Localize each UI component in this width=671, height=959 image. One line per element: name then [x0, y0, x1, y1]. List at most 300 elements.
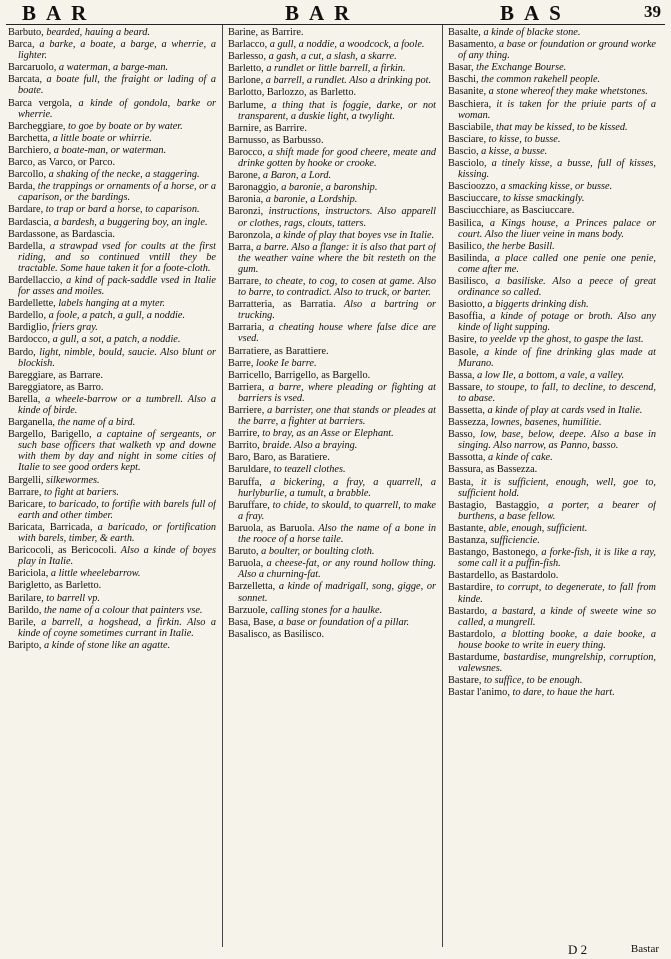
headword: Barchiero,: [8, 144, 52, 156]
dictionary-entry: [228, 75, 436, 86]
definition: a baricado, or fortification with barels, timber, & earth.: [18, 521, 216, 545]
dictionary-entry: [448, 122, 656, 133]
running-header: [0, 0, 671, 24]
headword: Bassetta,: [448, 405, 485, 416]
dictionary-entry: [228, 51, 436, 62]
definition: the name of a bird.: [55, 417, 136, 429]
dictionary-entry: [448, 452, 656, 463]
dictionary-entry: [8, 241, 216, 274]
dictionary-entry: [8, 169, 216, 180]
headword: Basoffia,: [448, 311, 486, 323]
headword: Bastar l'animo,: [448, 687, 510, 699]
definition: a kinde of play at cards vsed in Italie.: [484, 405, 643, 416]
definition: to fight at bariers.: [41, 486, 119, 498]
dictionary-entry: [448, 582, 656, 604]
dictionary-entry: [228, 182, 436, 193]
dictionary-entry: [228, 464, 436, 475]
dictionary-entry: [448, 523, 656, 534]
headword: Barchetta,: [8, 132, 51, 144]
definition: a kinde of cake.: [485, 452, 553, 464]
dictionary-entry: [8, 275, 216, 297]
headword: Bareggiatore, as Barro.: [8, 381, 104, 393]
dictionary-entry: [8, 568, 216, 579]
definition: to bray, as an Asse or Elephant.: [259, 428, 394, 440]
definition: a kinde of stone like an agatte.: [41, 639, 171, 651]
definition: a barre. Also a flange: it is also that part of the weather vaine where the bit resteth on the gum.: [238, 241, 436, 275]
headword: Bargelli,: [8, 474, 44, 486]
definition: a forke-fish, it is like a ray, some call it a puffin-fish.: [458, 547, 656, 570]
definition: to chide, to skould, to quarrell, to make a fray.: [238, 499, 436, 522]
dictionary-entry: [228, 428, 436, 439]
dictionary-entry: [8, 417, 216, 428]
dictionary-entry: [448, 687, 656, 698]
headword: Bastardello, as Bastardolo.: [448, 570, 559, 582]
definition: a barrell, a rundlet. Also a drinking pot.: [263, 75, 432, 87]
definition: light, nimble, bould, saucie. Also blunt or blockish.: [18, 346, 216, 369]
headword: Barratiere, as Barattiere.: [228, 345, 329, 357]
definition: a blotting booke, a daie booke, a house booke to write in euery thing.: [458, 628, 656, 651]
definition: to baricado, to fortifie with barels full of earth and other timber.: [18, 498, 216, 521]
dictionary-entry: [228, 194, 436, 205]
headword: Basilinda,: [448, 252, 490, 264]
definition: a biggerts drinking dish.: [484, 299, 589, 311]
headword: Barnire, as Barrire.: [228, 122, 307, 134]
dictionary-entry: [8, 298, 216, 309]
dictionary-entry: [448, 181, 656, 192]
headword: Barile,: [8, 616, 36, 628]
headword: Bascioozzo,: [448, 181, 499, 193]
dictionary-entry: [448, 241, 656, 252]
dictionary-entry: [228, 206, 436, 228]
headword: Baricata, Barricada,: [8, 521, 93, 533]
definition: a kinde of gondola, barke or wherrie.: [18, 97, 216, 120]
headword: Basa, Base,: [228, 616, 276, 628]
dictionary-entry: [448, 382, 656, 404]
dictionary-entry: [8, 522, 216, 544]
headword: Bastagio, Bastaggio,: [448, 499, 540, 511]
dictionary-entry: [228, 299, 436, 321]
dictionary-entry: [448, 417, 656, 428]
definition: it is taken for the priuie parts of a woman.: [458, 98, 656, 121]
definition: calling stones for a haulke.: [267, 604, 383, 616]
headword: Bastante,: [448, 522, 487, 534]
dictionary-entry: [228, 39, 436, 50]
dictionary-entry: [8, 640, 216, 651]
definition: a boulter, or boulting cloth.: [258, 546, 375, 558]
definition: Also a bartring or trucking.: [238, 299, 436, 322]
headword: Bardo,: [8, 346, 36, 358]
dictionary-entry: [228, 358, 436, 369]
headword: Bassezza,: [448, 417, 489, 429]
definition: a baronie, a baronship.: [278, 182, 378, 194]
dictionary-entry: [228, 322, 436, 344]
definition: to stoupe, to fall, to decline, to descend, to abase.: [458, 381, 656, 404]
headword: Baruldare,: [228, 464, 272, 476]
header-rule: [6, 24, 665, 25]
dictionary-entry: [8, 98, 216, 120]
definition: a boate full, the fraight or lading of a boate.: [18, 74, 216, 97]
headword: Barletto,: [228, 63, 264, 75]
definition: a wheele-barrow or a tumbrell. Also a kinde of birde.: [18, 393, 216, 416]
definition: braide. Also a braying.: [259, 440, 358, 452]
headword: Baro, Baro, as Baratiere.: [228, 452, 330, 464]
dictionary-entry: [228, 170, 436, 181]
headword: Barilare,: [8, 592, 44, 604]
definition: that may be kissed, to be kissed.: [493, 121, 628, 133]
dictionary-entry: [228, 276, 436, 298]
headword: Baruola, as Baruola.: [228, 522, 315, 534]
definition: to trap or bard a horse, to caparison.: [43, 204, 200, 216]
column-3: [448, 27, 656, 939]
dictionary-entry: [448, 477, 656, 499]
headword: Barre,: [228, 357, 254, 369]
definition: a gash, a cut, a slash, a skarre.: [266, 51, 397, 63]
dictionary-entry: [228, 477, 436, 499]
dictionary-entry: [8, 580, 216, 591]
definition: bearded, hauing a beard.: [43, 27, 150, 38]
headword: Baschiera,: [448, 98, 492, 110]
dictionary-entry: [8, 121, 216, 132]
headword: Barra,: [228, 241, 254, 253]
definition: a thing that is foggie, darke, or not transparent, a duskie light, a twylight.: [238, 99, 436, 122]
headword: Basamento,: [448, 39, 497, 51]
headword: Barine, as Barrire.: [228, 27, 304, 38]
headword: Bastango, Bastonego,: [448, 547, 539, 559]
signature-mark: D 2: [568, 942, 588, 957]
definition: to suffice, to be enough.: [481, 675, 583, 687]
headword: Barriera,: [228, 381, 265, 393]
dictionary-entry: [8, 347, 216, 369]
dictionary-entry: [8, 74, 216, 96]
definition: a stone whereof they make whetstones.: [486, 86, 648, 98]
definition: a Kings house, a Princes palace or court. Also the liuer veine in mans body.: [458, 217, 656, 240]
definition: the Exchange Bourse.: [473, 62, 567, 74]
dictionary-entry: [8, 475, 216, 486]
headword: Bastardo,: [448, 605, 488, 617]
dictionary-entry: [228, 500, 436, 522]
headword: Basire,: [448, 334, 477, 346]
dictionary-entry: [448, 218, 656, 240]
headword: Basso,: [448, 429, 476, 441]
page-footer: [0, 941, 671, 959]
dictionary-entry: [8, 229, 216, 240]
dictionary-entry: [448, 500, 656, 522]
column-divider: [222, 25, 223, 947]
dictionary-entry: [8, 62, 216, 73]
dictionary-entry: [448, 299, 656, 310]
headword: Barone,: [228, 170, 261, 182]
dictionary-entry: [8, 145, 216, 156]
headword: Bardassone, as Bardascia.: [8, 228, 115, 240]
headword: Bariciola,: [8, 568, 49, 580]
dictionary-entry: [8, 204, 216, 215]
definition: the trappings or ornaments of a horse, or a caparison, or the bardings.: [18, 181, 216, 204]
dictionary-entry: [448, 570, 656, 581]
definition: to barrell vp.: [43, 592, 100, 604]
definition: to dare, to haue the hart.: [509, 687, 615, 699]
dictionary-entry: [448, 535, 656, 546]
headword: Bargello, Barigello,: [8, 429, 92, 441]
headword: Barco, as Varco, or Parco.: [8, 157, 116, 169]
column-divider: [442, 25, 443, 947]
headword: Barca,: [8, 39, 35, 51]
headword: Basta,: [448, 476, 474, 488]
definition: a porter, a bearer of burthens, a base fellow.: [458, 499, 656, 522]
dictionary-entry: [448, 134, 656, 145]
definition: sufficiencie.: [487, 535, 540, 547]
headword: Baronzola,: [228, 229, 273, 241]
definition: a shaking of the necke, a staggering.: [46, 169, 200, 181]
headword: Bardascia,: [8, 216, 52, 228]
definition: able, enough, sufficient.: [486, 522, 588, 534]
definition: Also the name of a bone in the rooce of a horse taile.: [238, 522, 436, 546]
headword: Bareggiare, as Barrare.: [8, 369, 103, 381]
headword: Barzuole,: [228, 604, 268, 616]
dictionary-entry: [8, 617, 216, 639]
headword: Baruto,: [228, 546, 259, 558]
dictionary-entry: [448, 464, 656, 475]
headword: Basciuccare,: [448, 193, 501, 205]
headword: Barcaruolo,: [8, 62, 57, 74]
definition: Also a kinde of boyes play in Italie.: [18, 545, 216, 568]
dictionary-entry: [448, 253, 656, 275]
headword: Baruffare,: [228, 499, 270, 511]
definition: a place called one penie one penie, come after me.: [458, 252, 656, 275]
definition: to kisse, to busse.: [486, 133, 561, 145]
dictionary-entry: [228, 629, 436, 640]
headword: Barlesso,: [228, 51, 267, 63]
definition: bastardise, mungrelship, corruption, valewsnes.: [458, 651, 656, 675]
headword: Bardella,: [8, 240, 46, 252]
dictionary-entry: [8, 394, 216, 416]
dictionary-entry: [448, 606, 656, 628]
definition: a kinde of potage or broth. Also any kinde of light supping.: [458, 311, 656, 334]
definition: labels hanging at a myter.: [55, 298, 166, 310]
headword: Basanite,: [448, 86, 487, 98]
column-2: [228, 27, 436, 939]
definition: to goe by boate or by water.: [65, 120, 183, 132]
headword: Barraria,: [228, 322, 265, 334]
dictionary-entry: [448, 675, 656, 686]
definition: a boate-man, or waterman.: [51, 144, 167, 156]
guide-word-center: BAR: [285, 1, 360, 25]
dictionary-entry: [228, 346, 436, 357]
dictionary-entry: [8, 382, 216, 393]
definition: the herbe Basill.: [484, 240, 555, 252]
dictionary-entry: [448, 62, 656, 73]
headword: Bassura, as Bassezza.: [448, 464, 538, 476]
catchword: Bastar: [630, 943, 659, 955]
headword: Barlume,: [228, 99, 267, 111]
column-1: [8, 27, 216, 939]
definition: a kind of pack-saddle vsed in Italie for asses and moiles.: [18, 274, 216, 298]
definition: to cheate, to cog, to cosen at game. Also to barre, to contradict. Also to truck, or barter.: [238, 275, 436, 299]
dictionary-entry: [448, 86, 656, 97]
dictionary-entry: [448, 370, 656, 381]
headword: Bardare,: [8, 204, 44, 216]
dictionary-entry: [228, 405, 436, 427]
headword: Baruola,: [228, 558, 264, 570]
headword: Barrire,: [228, 428, 260, 440]
definition: looke Ie barre.: [253, 357, 317, 369]
definition: to yeelde vp the ghost, to gaspe the last.: [476, 334, 644, 346]
headword: Basciucchiare, as Basciuccare.: [448, 205, 575, 217]
definition: a little wheelebarrow.: [48, 568, 141, 580]
dictionary-entry: [8, 593, 216, 604]
definition: a cheese-fat, or any round hollow thing. Also a churning-fat.: [238, 558, 436, 581]
headword: Baronzi,: [228, 206, 264, 218]
headword: Bassotta,: [448, 452, 486, 464]
headword: Barda,: [8, 181, 36, 193]
definition: to teazell clothes.: [271, 464, 346, 476]
dictionary-entry: [8, 605, 216, 616]
dictionary-entry: [8, 39, 216, 61]
headword: Baschi,: [448, 74, 479, 86]
headword: Barcheggiare,: [8, 120, 66, 132]
headword: Bastardire,: [448, 582, 493, 594]
definition: a smacking kisse, or busse.: [498, 181, 613, 193]
guide-word-left: BAR: [22, 1, 97, 25]
dictionary-entry: [448, 99, 656, 121]
definition: a barke, a boate, a barge, a wherrie, a lighter.: [18, 39, 216, 62]
dictionary-entry: [8, 499, 216, 521]
dictionary-entry: [448, 347, 656, 369]
dictionary-entry: [228, 440, 436, 451]
dictionary-entry: [8, 370, 216, 381]
headword: Basiotto,: [448, 299, 485, 311]
headword: Barcollo,: [8, 169, 47, 181]
definition: a kinde of play that boyes vse in Italie.: [272, 229, 435, 241]
headword: Barca vergola,: [8, 97, 72, 109]
headword: Bastardume,: [448, 651, 500, 663]
dictionary-entry: [228, 581, 436, 603]
dictionary-entry: [8, 487, 216, 498]
headword: Barrito,: [228, 440, 260, 452]
definition: a barre, where pleading or fighting at barriers is vsed.: [238, 381, 436, 404]
definition: a barrister, one that stands or pleades at the barre, a fighter at barriers.: [238, 405, 436, 428]
definition: a kinde of madrigall, song, gigge, or sonnet.: [238, 581, 436, 604]
definition: friers gray.: [49, 322, 98, 334]
dictionary-entry: [228, 123, 436, 134]
dictionary-entry: [448, 158, 656, 180]
headword: Bardocco,: [8, 334, 51, 346]
headword: Baricare,: [8, 498, 46, 510]
dictionary-entry: [448, 276, 656, 298]
dictionary-entry: [448, 429, 656, 451]
headword: Barlone,: [228, 75, 264, 87]
headword: Barildo,: [8, 604, 42, 616]
definition: a bastard, a kinde of sweete wine so called, a mungrell.: [458, 605, 656, 628]
headword: Barbuto,: [8, 27, 44, 38]
definition: a kisse, a busse.: [478, 145, 548, 157]
headword: Barganella,: [8, 417, 55, 429]
headword: Barnusso, as Barbusso.: [228, 134, 324, 146]
dictionary-entry: [8, 334, 216, 345]
dictionary-entry: [8, 27, 216, 38]
dictionary-entry: [228, 546, 436, 557]
definition: a base or foundation or ground worke of any thing.: [458, 39, 656, 62]
dictionary-entry: [228, 147, 436, 169]
definition: to corrupt, to degenerate, to fall from kinde.: [458, 582, 656, 605]
dictionary-entry: [448, 146, 656, 157]
definition: a Baron, a Lord.: [260, 170, 332, 182]
dictionary-entry: [448, 74, 656, 85]
headword: Baricocoli, as Bericocoli.: [8, 545, 117, 557]
definition: low, base, below, deepe. Also a base in singing. Also narrow, as Panno, basso.: [458, 429, 656, 452]
definition: a cheating house where false dice are vsed.: [238, 322, 436, 345]
headword: Barlotto, Barlozzo, as Barletto.: [228, 87, 357, 99]
definition: silkewormes.: [43, 474, 100, 486]
headword: Bardellette,: [8, 298, 56, 310]
definition: the name of a colour that painters vse.: [41, 604, 203, 616]
dictionary-entry: [448, 405, 656, 416]
dictionary-entry: [228, 605, 436, 616]
headword: Bascio,: [448, 145, 479, 157]
headword: Bardiglio,: [8, 322, 50, 334]
headword: Basilisco,: [448, 275, 489, 287]
headword: Barocco,: [228, 146, 265, 158]
dictionary-entry: [448, 39, 656, 61]
definition: a kinde of blacke stone.: [480, 27, 581, 38]
definition: to kisse smackingly.: [500, 193, 585, 205]
headword: Basalte,: [448, 27, 481, 38]
dictionary-entry: [448, 27, 656, 38]
definition: a base or foundation of a pillar.: [275, 616, 410, 628]
headword: Bastanza,: [448, 535, 488, 547]
dictionary-entry: [8, 133, 216, 144]
dictionary-entry: [228, 230, 436, 241]
dictionary-entry: [228, 382, 436, 404]
guide-word-right: BAS: [500, 1, 571, 25]
definition: a low Ile, a bottom, a vale, a valley.: [474, 369, 625, 381]
dictionary-entry: [8, 157, 216, 168]
headword: Bassare,: [448, 381, 483, 393]
headword: Baruffa,: [228, 476, 262, 488]
headword: Bassa,: [448, 369, 475, 381]
dictionary-entry: [8, 545, 216, 567]
headword: Baronia,: [228, 194, 264, 206]
dictionary-entry: [228, 617, 436, 628]
dictionary-entry: [228, 370, 436, 381]
definition: it is sufficient, enough, well, goe to, sufficient hold.: [458, 476, 656, 499]
definition: a bickering, a fray, a quarrell, a hurlyburlie, a tumult, a brabble.: [238, 476, 436, 499]
definition: a little boate or whirrie.: [50, 132, 152, 144]
dictionary-entry: [228, 27, 436, 38]
headword: Barcata,: [8, 74, 43, 86]
headword: Barlacco,: [228, 39, 268, 51]
headword: Bastare,: [448, 675, 482, 687]
headword: Barella,: [8, 393, 41, 405]
headword: Bastardolo,: [448, 628, 496, 640]
definition: a captaine of sergeants, or such base officers that walketh vp and downe with them by day and night in some cities of Italie to see good orders kept.: [18, 429, 216, 474]
definition: a shift made for good cheere, meate and drinke gotten by hooke or crooke.: [238, 146, 436, 170]
headword: Barigletto, as Barletto.: [8, 580, 102, 592]
definition: a gull, a sot, a patch, a noddie.: [50, 334, 181, 346]
dictionary-entry: [8, 181, 216, 203]
headword: Baronaggio,: [228, 182, 279, 194]
headword: Bardellaccio,: [8, 274, 63, 286]
page-number: 39: [644, 2, 661, 21]
headword: Barriere,: [228, 405, 265, 416]
dictionary-entry: [8, 310, 216, 321]
dictionary-entry: [448, 334, 656, 345]
headword: Basciabile,: [448, 121, 494, 133]
headword: Barricello, Barrigello, as Bargello.: [228, 369, 371, 381]
headword: Barzelletta,: [228, 581, 276, 593]
dictionary-entry: [228, 523, 436, 545]
dictionary-entry: [228, 63, 436, 74]
definition: a basiliske. Also a peece of great ordinance so called.: [458, 275, 656, 299]
